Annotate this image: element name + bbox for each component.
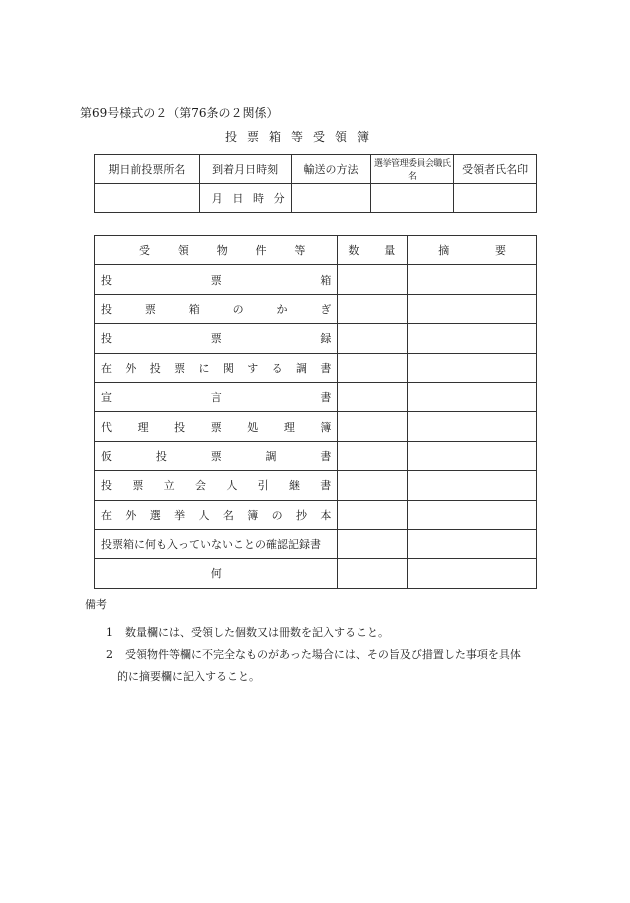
quantity-cell[interactable]: [338, 324, 408, 353]
entry-row: [95, 184, 537, 213]
item-name-cell: 在 外 投 票 に 関 す る 調 書: [95, 353, 338, 382]
hour-label: 時: [252, 192, 264, 205]
quantity-cell[interactable]: [338, 559, 408, 588]
remarks-cell[interactable]: [408, 441, 537, 470]
remarks-cell[interactable]: [408, 500, 537, 529]
note-item: [85, 644, 555, 666]
table-row: [95, 441, 537, 470]
header-commission-official: 選挙管理委員会職氏名: [371, 155, 454, 184]
note-number: 1: [106, 626, 113, 639]
note-text-continued: 的に摘要欄に記入すること。: [117, 670, 260, 683]
transport-method-cell[interactable]: [291, 184, 371, 213]
note-text: 受領物件等欄に不完全なものがあった場合には、その旨及び措置した事項を具体: [125, 648, 521, 661]
quantity-cell[interactable]: [338, 412, 408, 441]
item-name-cell: 投 票 箱: [95, 265, 338, 294]
header-info-row: [95, 155, 537, 184]
quantity-cell[interactable]: [338, 471, 408, 500]
quantity-cell[interactable]: [338, 294, 408, 323]
remarks-cell[interactable]: [408, 353, 537, 382]
day-label: 日: [232, 192, 244, 205]
polling-place-cell[interactable]: [95, 184, 200, 213]
quantity-cell[interactable]: [338, 353, 408, 382]
note-text: 数量欄には、受領した個数又は冊数を記入すること。: [125, 626, 389, 639]
table-row: [95, 529, 537, 558]
received-items-table: [94, 235, 537, 589]
notes-section: [85, 596, 555, 688]
note-item: [85, 622, 555, 644]
quantity-cell[interactable]: [338, 500, 408, 529]
remarks-cell[interactable]: [408, 471, 537, 500]
document-title: 投票箱等受領簿: [225, 130, 380, 144]
note-number: 2: [106, 648, 113, 661]
item-name-cell: 在 外 選 挙 人 名 簿 の 抄 本: [95, 500, 338, 529]
item-name-cell: 仮 投 票 調 書: [95, 441, 338, 470]
remarks-cell[interactable]: [408, 265, 537, 294]
table-row: [95, 265, 537, 294]
table-row: [95, 382, 537, 411]
quantity-cell[interactable]: [338, 265, 408, 294]
items-header: 受 領 物 件 等: [95, 236, 338, 265]
quantity-header: 数 量: [338, 236, 408, 265]
table-row: [95, 500, 537, 529]
quantity-cell[interactable]: [338, 529, 408, 558]
remarks-cell[interactable]: [408, 529, 537, 558]
remarks-cell[interactable]: [408, 382, 537, 411]
header-transport-method: 輸送の方法: [291, 155, 371, 184]
table-row: [95, 471, 537, 500]
header-arrival-time: 到着月日時刻: [199, 155, 291, 184]
item-name-cell: 投 票 録: [95, 324, 338, 353]
item-name-cell: 何: [95, 559, 338, 588]
table-row: [95, 353, 537, 382]
header-info-table: [94, 154, 537, 213]
remarks-cell[interactable]: [408, 559, 537, 588]
quantity-cell[interactable]: [338, 382, 408, 411]
header-recipient: 受領者氏名印: [454, 155, 537, 184]
item-name-cell: 代 理 投 票 処 理 簿: [95, 412, 338, 441]
remarks-cell[interactable]: [408, 294, 537, 323]
minute-label: 分: [273, 192, 285, 205]
table-row: [95, 324, 537, 353]
arrival-time-cell[interactable]: [199, 184, 291, 213]
commission-official-cell[interactable]: [371, 184, 454, 213]
month-label: 月: [211, 192, 223, 205]
item-name-cell: 投 票 立 会 人 引 継 書: [95, 471, 338, 500]
table-row: [95, 559, 537, 588]
recipient-cell[interactable]: [454, 184, 537, 213]
table-row: [95, 294, 537, 323]
remarks-header: 摘 要: [408, 236, 537, 265]
item-name-cell: 投 票 箱 の か ぎ: [95, 294, 338, 323]
remarks-cell[interactable]: [408, 412, 537, 441]
remarks-cell[interactable]: [408, 324, 537, 353]
table-row: [95, 412, 537, 441]
form-number: 第69号様式の２（第76条の２関係）: [80, 106, 279, 120]
item-name-cell: 投票箱に何も入っていないことの確認記録書: [95, 529, 338, 558]
notes-heading: 備考: [85, 598, 107, 611]
header-polling-place: 期日前投票所名: [95, 155, 200, 184]
items-header-row: [95, 236, 537, 265]
quantity-cell[interactable]: [338, 441, 408, 470]
item-name-cell: 宣 言 書: [95, 382, 338, 411]
